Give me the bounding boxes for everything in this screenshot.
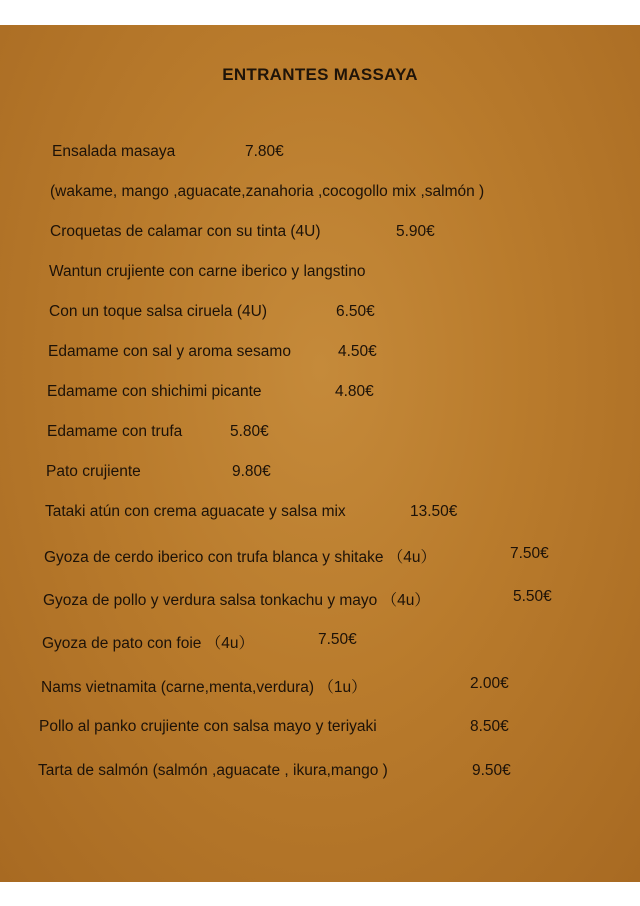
menu-title: ENTRANTES MASSAYA bbox=[222, 65, 418, 84]
item-name: Pollo al panko crujiente con salsa mayo y teriyaki bbox=[39, 718, 377, 735]
item-name: Edamame con shichimi picante bbox=[47, 383, 262, 400]
item-name: (wakame, mango ,aguacate,zanahoria ,cocogollo mix ,salmón ) bbox=[50, 183, 485, 200]
item-price: 7.80€ bbox=[245, 143, 284, 160]
item-price: 9.80€ bbox=[232, 463, 271, 480]
item-price: 7.50€ bbox=[318, 631, 357, 648]
item-price: 4.50€ bbox=[338, 343, 377, 360]
item-price: 6.50€ bbox=[336, 303, 375, 320]
item-price: 13.50€ bbox=[410, 503, 458, 520]
item-name: Gyoza de pollo y verdura salsa tonkachu y mayo （4u） bbox=[43, 592, 430, 609]
item-name: Ensalada masaya bbox=[52, 143, 176, 160]
item-name: Nams vietnamita (carne,menta,verdura) （1u） bbox=[41, 679, 367, 696]
item-name: Gyoza de cerdo iberico con trufa blanca y shitake （4u） bbox=[44, 549, 437, 566]
item-price: 5.50€ bbox=[513, 588, 552, 605]
item-price: 7.50€ bbox=[510, 545, 549, 562]
item-name: Edamame con sal y aroma sesamo bbox=[48, 343, 291, 360]
item-price: 2.00€ bbox=[470, 675, 509, 692]
item-name: Gyoza de pato con foie （4u） bbox=[42, 635, 254, 652]
menu-paper bbox=[0, 25, 640, 882]
item-name: Tarta de salmón (salmón ,aguacate , ikura,mango ) bbox=[38, 762, 388, 779]
item-price: 9.50€ bbox=[472, 762, 511, 779]
item-price: 5.80€ bbox=[230, 423, 269, 440]
item-name: Edamame con trufa bbox=[47, 423, 183, 440]
item-name: Pato crujiente bbox=[46, 463, 141, 480]
item-price: 5.90€ bbox=[396, 223, 435, 240]
item-name: Wantun crujiente con carne iberico y langstino bbox=[49, 263, 366, 280]
item-price: 8.50€ bbox=[470, 718, 509, 735]
item-name: Croquetas de calamar con su tinta (4U) bbox=[50, 223, 321, 240]
item-name: Con un toque salsa ciruela (4U) bbox=[49, 303, 267, 320]
item-price: 4.80€ bbox=[335, 383, 374, 400]
item-name: Tataki atún con crema aguacate y salsa mix bbox=[45, 503, 346, 520]
